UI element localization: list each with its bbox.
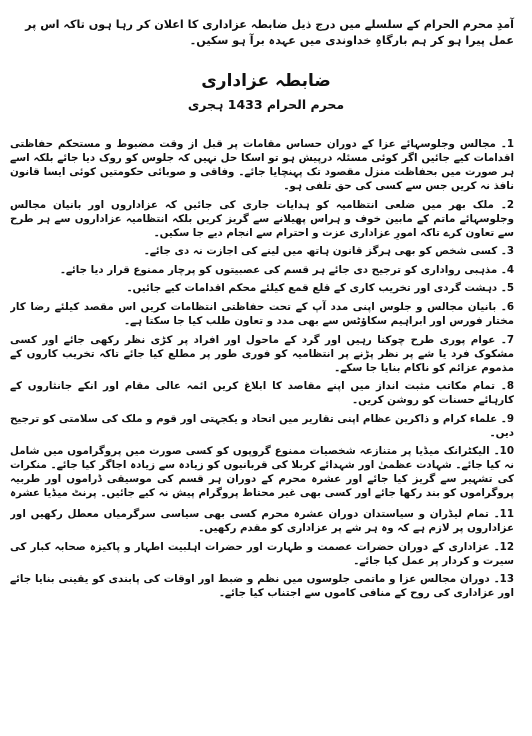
list-item: 7۔ عوام پوری طرح چوکنا رہیں اور گرد کے ماحول اور افراد پر کڑی نظر رکھی جائے اور کسی مشکوک فرد یا شے پر نظر پڑنے پر انتظامیہ کو فوری طور پر مطلع کیا جائے تاکہ تخریب کاروں کے مذموم عزائم کو ناکام بنایا جا سکے۔ (10, 333, 514, 374)
document-title: ضابطہ عزاداری (201, 71, 331, 91)
list-item: 5۔ دہشت گردی اور تخریب کاری کے قلع قمع کیلئے محکم اقدامات کیے جائیں۔ (126, 282, 514, 295)
list-item: 13۔ دوران مجالس عزا و ماتمی جلوسوں میں نظم و ضبط اور اوقات کی پابندی کو یقینی بنایا جائے اور عزاداری کی روح کے منافی کاموں سے اجتناب کیا جائے۔ (10, 573, 514, 600)
code-of-conduct-list (10, 137, 514, 605)
intro-paragraph: آمدِ محرم الحرام کے سلسلے میں درج ذیل ضابطہ عزاداری کا اعلان کر رہا ہوں تاکہ اس پر عمل پیرا ہو کر ہم بارگاہِ خداوندی میں عہدہ برآ ہو سکیں۔ (25, 18, 514, 48)
list-item: 12۔ عزاداری کے دوران حضرات عصمت و طہارت اور حضرات اہلبیت اطہار و پاکیزہ صحابہ کبار کی سیرت و کردار پر عمل کیا جائے۔ (10, 540, 514, 567)
list-item: 2۔ ملک بھر میں ضلعی انتظامیہ کو ہدایات جاری کی جائیں کہ عزاداروں اور بانیان مجالس وجلوسہائے ماتم کے مابین خوف و ہراس پھیلانے سے گریز کریں بلکہ انتظامیہ عزاداروں سے ہر طرح سے تعاون کرے تاکہ امورِ عزاداری عزت و احترام سے انجام دیے جا سکیں۔ (10, 198, 514, 239)
list-item: 4۔ مذہبی رواداری کو ترجیح دی جائے ہر قسم کی عصبیتوں کو پرچار ممنوع قرار دیا جائے۔ (59, 263, 514, 276)
document-subtitle: محرم الحرام 1433 ہجری (187, 97, 345, 112)
list-item: 1۔ مجالس وجلوسہائے عزا کے دوران حساس مقامات پر قبل از وقت مضبوط و مستحکم حفاظتی اقدامات کیے جائیں اگر کوئی مسئلہ درپیش ہو تو اسکا حل نہیں کہ جلوس کو روک دیا جائے بلکہ اسے ہر صورت میں بحفاظت منزل مقصود تک پہنچایا جائے۔ وفاقی و صوبائی حکومتیں کوئی ایسا قانون نافذ نہ کریں جس سے کسی کی حق تلفی ہو۔ (10, 138, 514, 192)
list-item: 3۔ کسی شخص کو بھی ہرگز قانون ہاتھ میں لینے کی اجازت نہ دی جائے۔ (143, 245, 514, 258)
list-item: 6۔ بانیان مجالس و جلوس اپنی مدد آپ کے تحت حفاظتی انتظامات کریں اس مقصد کیلئے رضا کار مختار فورس اور ابراہیم سکاؤٹس سے بھی مدد و تعاون طلب کیا جا سکتا ہے۔ (10, 300, 514, 327)
list-item: 8۔ تمام مکاتب مثبت انداز میں اپنے مقاصد کا ابلاغ کریں ائمہ عالی مقام اور انکے جانثاروں کے کارہائے حسنات کو روشن کریں۔ (10, 380, 514, 407)
list-item: 9۔ علماء کرام و ذاکرین عظام اپنی تقاریر میں اتحاد و یکجہتی اور قوم و ملک کی سلامتی کو ترجیح دیں۔ (10, 412, 514, 439)
list-item: 11۔ تمام لیڈران و سیاستدان دوران عشرہ محرم کسی بھی سیاسی سرگرمیاں معطل رکھیں اور عزاداروں پر لازم ہے کہ وہ ہر شے پر عزاداری کو مقدم رکھیں۔ (10, 507, 514, 534)
list-item: 10۔ الیکٹرانک میڈیا پر متنازعہ شخصیات ممنوع گروپوں کو کسی صورت میں پروگراموں میں شامل نہ کیا جائے۔ شہادت عظمیٰ اور شہدائے کربلا کی قربانیوں کو زیادہ سے زیادہ اجاگر کیا جائے۔ منکرات کی تشہیر سے گریز کیا جائے اور عشرہ محرم کے دوران ہر قسم کی موسیقی ڈراموں اور طربیہ پروگراموں کو بند رکھا جائے اور کسی بھی غیر محتاط پروگرام پیش نہ کیے جائیں۔ پرنٹ میڈیا عشرہ (10, 445, 514, 500)
